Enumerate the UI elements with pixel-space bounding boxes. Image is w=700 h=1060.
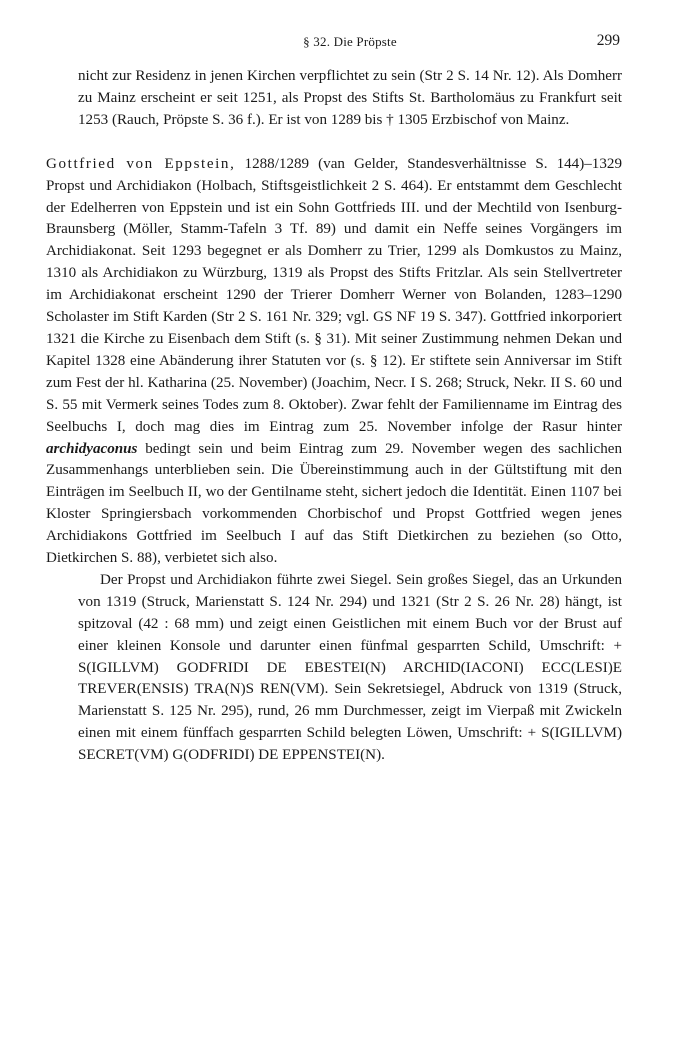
entry-gottfried-von-eppstein [46, 154, 622, 570]
running-title: § 32. Die Pröpste [303, 34, 397, 49]
entry-text-part-1: 1288/1289 (van Gelder, Standesverhältnisse S. 144)–1329 Propst und Archidiakon (Holbach, Stiftsgeistlichkeit 2 S. 464). Er entstammt dem Geschlecht der Edelherren von Eppstein und ist ein Sohn Gottfrieds III. und der Mechtild von Isenburg-Braunsberg (Möller, Stamm-Tafeln 3 Tf. 89) und damit ein Neffe seines Vorgängers im Archidiakonat. Seit 1293 begegnet er als Domherr zu Trier, 1299 als Domkustos zu Mainz, 1310 als Archidiakon zu Würzburg, 1319 als Propst des Stifts Fritzlar. Als sein Stellvertreter im Archidiakonat erscheint 1290 der Trierer Domherr Werner von Bolanden, 1283–1290 Scholaster im Stift Karden (Str 2 S. 161 Nr. 329; vgl. GS NF 19 S. 347). Gottfried inkorporiert 1321 die Kirche zu Eisenbach dem Stift (s. § 31). Mit seiner Zustimmung nehmen Dekan und Kapitel 1328 eine Abänderung ihrer Statuten vor (s. § 12). Er stiftete sein Anniversar im Stift zum Fest der hl. Katharina (25. November) (Joachim, Necr. I S. 268; Struck, Nekr. II S. 60 und S. 55 mit Vermerk seines Todes zum 8. Oktober). Zwar fehlt der Familienname im Eintrag des Seelbuchs I, doch mag dies im Eintrag zum 25. November infolge der Rasur hinter [46, 155, 622, 435]
page-number: 299 [596, 32, 620, 49]
italic-term: archidyaconus [46, 440, 138, 457]
body-text [46, 66, 622, 767]
paragraph-continuation: nicht zur Residenz in jenen Kirchen verpflichtet zu sein (Str 2 S. 14 Nr. 12). Als Domherr zu Mainz erscheint er seit 1251, als Propst des Stifts St. Bartholomäus zu Frankfurt seit 1253 (Rauch, Pröpste S. 36 f.). Er ist von 1289 bis † 1305 Erzbischof von Mainz. [78, 68, 622, 128]
entry-text-part-2: bedingt sein und beim Eintrag zum 29. November wegen des sachlichen Zusammenhangs unterblieben sein. Die Übereinstimmung auch in der Gültstiftung mit den Einträgen im Seelbuch II, wo der Gentilname steht, sichert jedoch die Identität. Einen 1107 bei Kloster Springiersbach vorkommenden Chorbischof und Propst Gottfried wegen jenes Archidiakons Gottfried im Seelbuch I auf das Stift Dietkirchen zu beziehen (so Otto, Dietkirchen S. 88), verbietet sich also. [46, 440, 622, 567]
entry-name: Gottfried von Eppstein, [46, 155, 236, 172]
running-head [80, 34, 620, 56]
paragraph-seals: Der Propst und Archidiakon führte zwei Siegel. Sein großes Siegel, das an Urkunden von 1319 (Struck, Marienstatt S. 124 Nr. 294) und 1321 (Str 2 S. 26 Nr. 28) hängt, ist spitzoval (42 : 68 mm) und zeigt einen Geistlichen mit einem Buch vor der Brust auf einer kleinen Konsole und darunter einen fünfmal gesparrten Schild, Umschrift: + S(IGILLVM) GODFRIDI DE EBESTEI(N) ARCHID(IACONI) ECC(LESI)E TREVER(ENSIS) TRA(N)S REN(VM). Sein Sekretsiegel, Abdruck von 1319 (Struck, Marienstatt S. 125 Nr. 295), rund, 26 mm Durchmesser, zeigt im Vierpaß mit Zwickeln einen mit einem fünffach gesparrten Schild belegten Löwen, Umschrift: + S(IGILLVM) SECRET(VM) G(ODFRIDI) DE EPPENSTEI(N). [78, 571, 622, 764]
